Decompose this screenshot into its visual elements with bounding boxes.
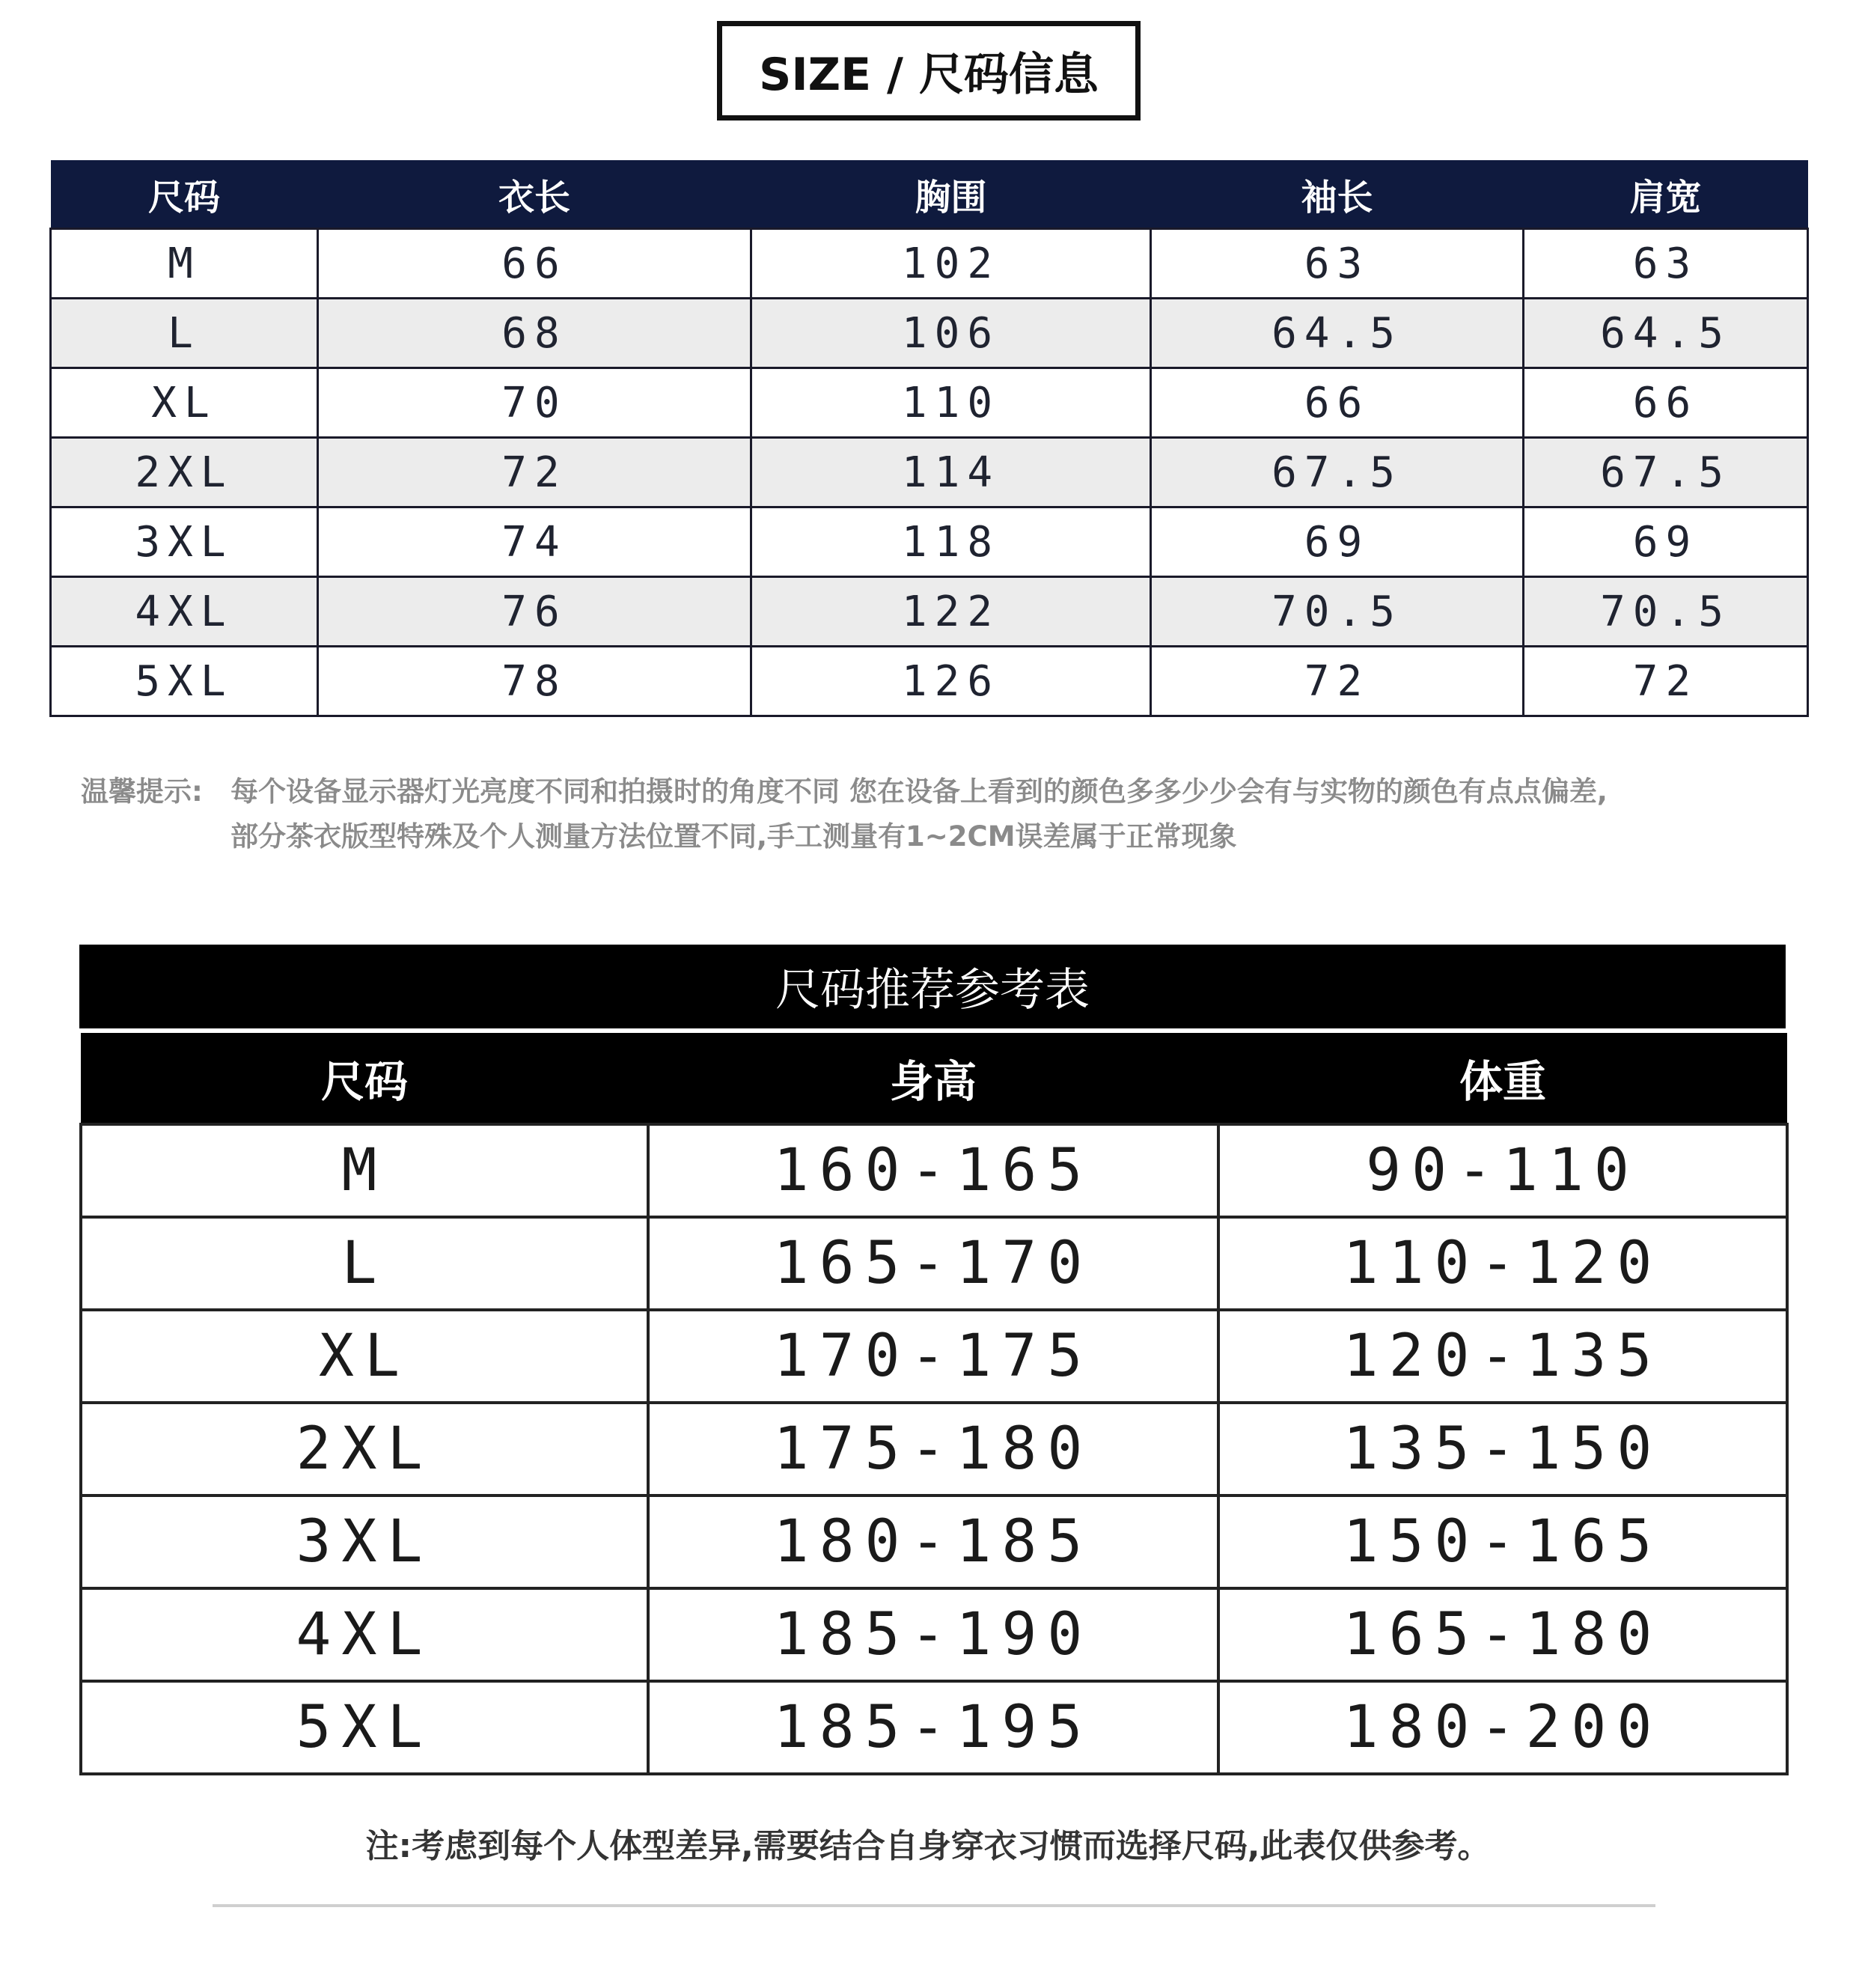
tip-label: 温馨提示:: [81, 775, 203, 808]
table-cell: L: [81, 1217, 648, 1310]
recommend-table-title: 尺码推荐参考表: [79, 945, 1786, 1028]
table-cell: 180-185: [648, 1495, 1218, 1588]
table-cell: 64.5: [1151, 299, 1524, 368]
table-cell: 175-180: [648, 1403, 1218, 1495]
table-cell: 114: [751, 438, 1151, 507]
column-header: 体重: [1218, 1033, 1787, 1124]
table-cell: 72: [1151, 647, 1524, 716]
table-cell: 67.5: [1151, 438, 1524, 507]
table-cell: 160-165: [648, 1124, 1218, 1217]
tip-text-line-2: 部分茶衣版型特殊及个人测量方法位置不同,手工测量有1~2CM误差属于正常现象: [231, 820, 1237, 853]
table-cell: 120-135: [1218, 1310, 1787, 1403]
table-cell: 170-175: [648, 1310, 1218, 1403]
table-cell: 78: [318, 647, 751, 716]
table-row: [51, 299, 1808, 368]
table-cell: 126: [751, 647, 1151, 716]
table-cell: 69: [1151, 507, 1524, 577]
table-row: [51, 229, 1808, 299]
column-header: 尺码: [81, 1033, 648, 1124]
table-cell: 63: [1151, 229, 1524, 299]
table-row: [81, 1403, 1787, 1495]
table-cell: 70.5: [1524, 577, 1808, 647]
tip-text-line-1: 每个设备显示器灯光亮度不同和拍摄时的角度不同 您在设备上看到的颜色多多少少会有与实物的颜色有点点偏差,: [231, 775, 1608, 808]
size-recommend-table: [79, 1033, 1789, 1775]
table-cell: 66: [1524, 368, 1808, 438]
table-cell: 165-170: [648, 1217, 1218, 1310]
table-row: [51, 577, 1808, 647]
table-cell: L: [51, 299, 318, 368]
table-cell: 122: [751, 577, 1151, 647]
table-cell: 180-200: [1218, 1681, 1787, 1774]
table-row: [51, 507, 1808, 577]
table-cell: 106: [751, 299, 1151, 368]
table-cell: 185-190: [648, 1588, 1218, 1681]
recommend-table-header-row: [81, 1033, 1787, 1124]
table-cell: 68: [318, 299, 751, 368]
page-title: SIZE / 尺码信息: [717, 21, 1141, 121]
table-cell: XL: [81, 1310, 648, 1403]
table-cell: 150-165: [1218, 1495, 1787, 1588]
table-cell: 74: [318, 507, 751, 577]
divider: [213, 1904, 1655, 1907]
table-cell: 64.5: [1524, 299, 1808, 368]
table-cell: 185-195: [648, 1681, 1218, 1774]
table-cell: 118: [751, 507, 1151, 577]
column-header: 肩宽: [1524, 160, 1808, 229]
table-cell: M: [81, 1124, 648, 1217]
column-header: 袖长: [1151, 160, 1524, 229]
table-row: [51, 438, 1808, 507]
table-cell: 66: [318, 229, 751, 299]
table-cell: 3XL: [51, 507, 318, 577]
table-cell: 90-110: [1218, 1124, 1787, 1217]
table-cell: 4XL: [51, 577, 318, 647]
table-cell: 5XL: [51, 647, 318, 716]
table-row: [81, 1217, 1787, 1310]
table-cell: 4XL: [81, 1588, 648, 1681]
table-row: [81, 1681, 1787, 1774]
table-row: [81, 1310, 1787, 1403]
table-cell: 2XL: [81, 1403, 648, 1495]
table-cell: 70.5: [1151, 577, 1524, 647]
table-cell: 102: [751, 229, 1151, 299]
table-cell: 63: [1524, 229, 1808, 299]
table-row: [51, 368, 1808, 438]
column-header: 身高: [648, 1033, 1218, 1124]
table-row: [81, 1588, 1787, 1681]
column-header: 衣长: [318, 160, 751, 229]
table-cell: 66: [1151, 368, 1524, 438]
size-info-table: [49, 160, 1809, 717]
table-cell: 110: [751, 368, 1151, 438]
table-row: [51, 647, 1808, 716]
table-cell: 110-120: [1218, 1217, 1787, 1310]
table-cell: 135-150: [1218, 1403, 1787, 1495]
table-cell: 72: [1524, 647, 1808, 716]
table-cell: 5XL: [81, 1681, 648, 1774]
table-cell: 70: [318, 368, 751, 438]
table-cell: 67.5: [1524, 438, 1808, 507]
table-cell: 72: [318, 438, 751, 507]
table-cell: XL: [51, 368, 318, 438]
table-row: [81, 1124, 1787, 1217]
footnote: 注:考虑到每个人体型差异,需要结合自身穿衣习惯而选择尺码,此表仅供参考。: [365, 1827, 1491, 1865]
table-cell: 76: [318, 577, 751, 647]
table-cell: 165-180: [1218, 1588, 1787, 1681]
size-table-header-row: [51, 160, 1808, 229]
column-header: 胸围: [751, 160, 1151, 229]
table-cell: M: [51, 229, 318, 299]
table-cell: 2XL: [51, 438, 318, 507]
table-cell: 69: [1524, 507, 1808, 577]
table-row: [81, 1495, 1787, 1588]
column-header: 尺码: [51, 160, 318, 229]
table-cell: 3XL: [81, 1495, 648, 1588]
